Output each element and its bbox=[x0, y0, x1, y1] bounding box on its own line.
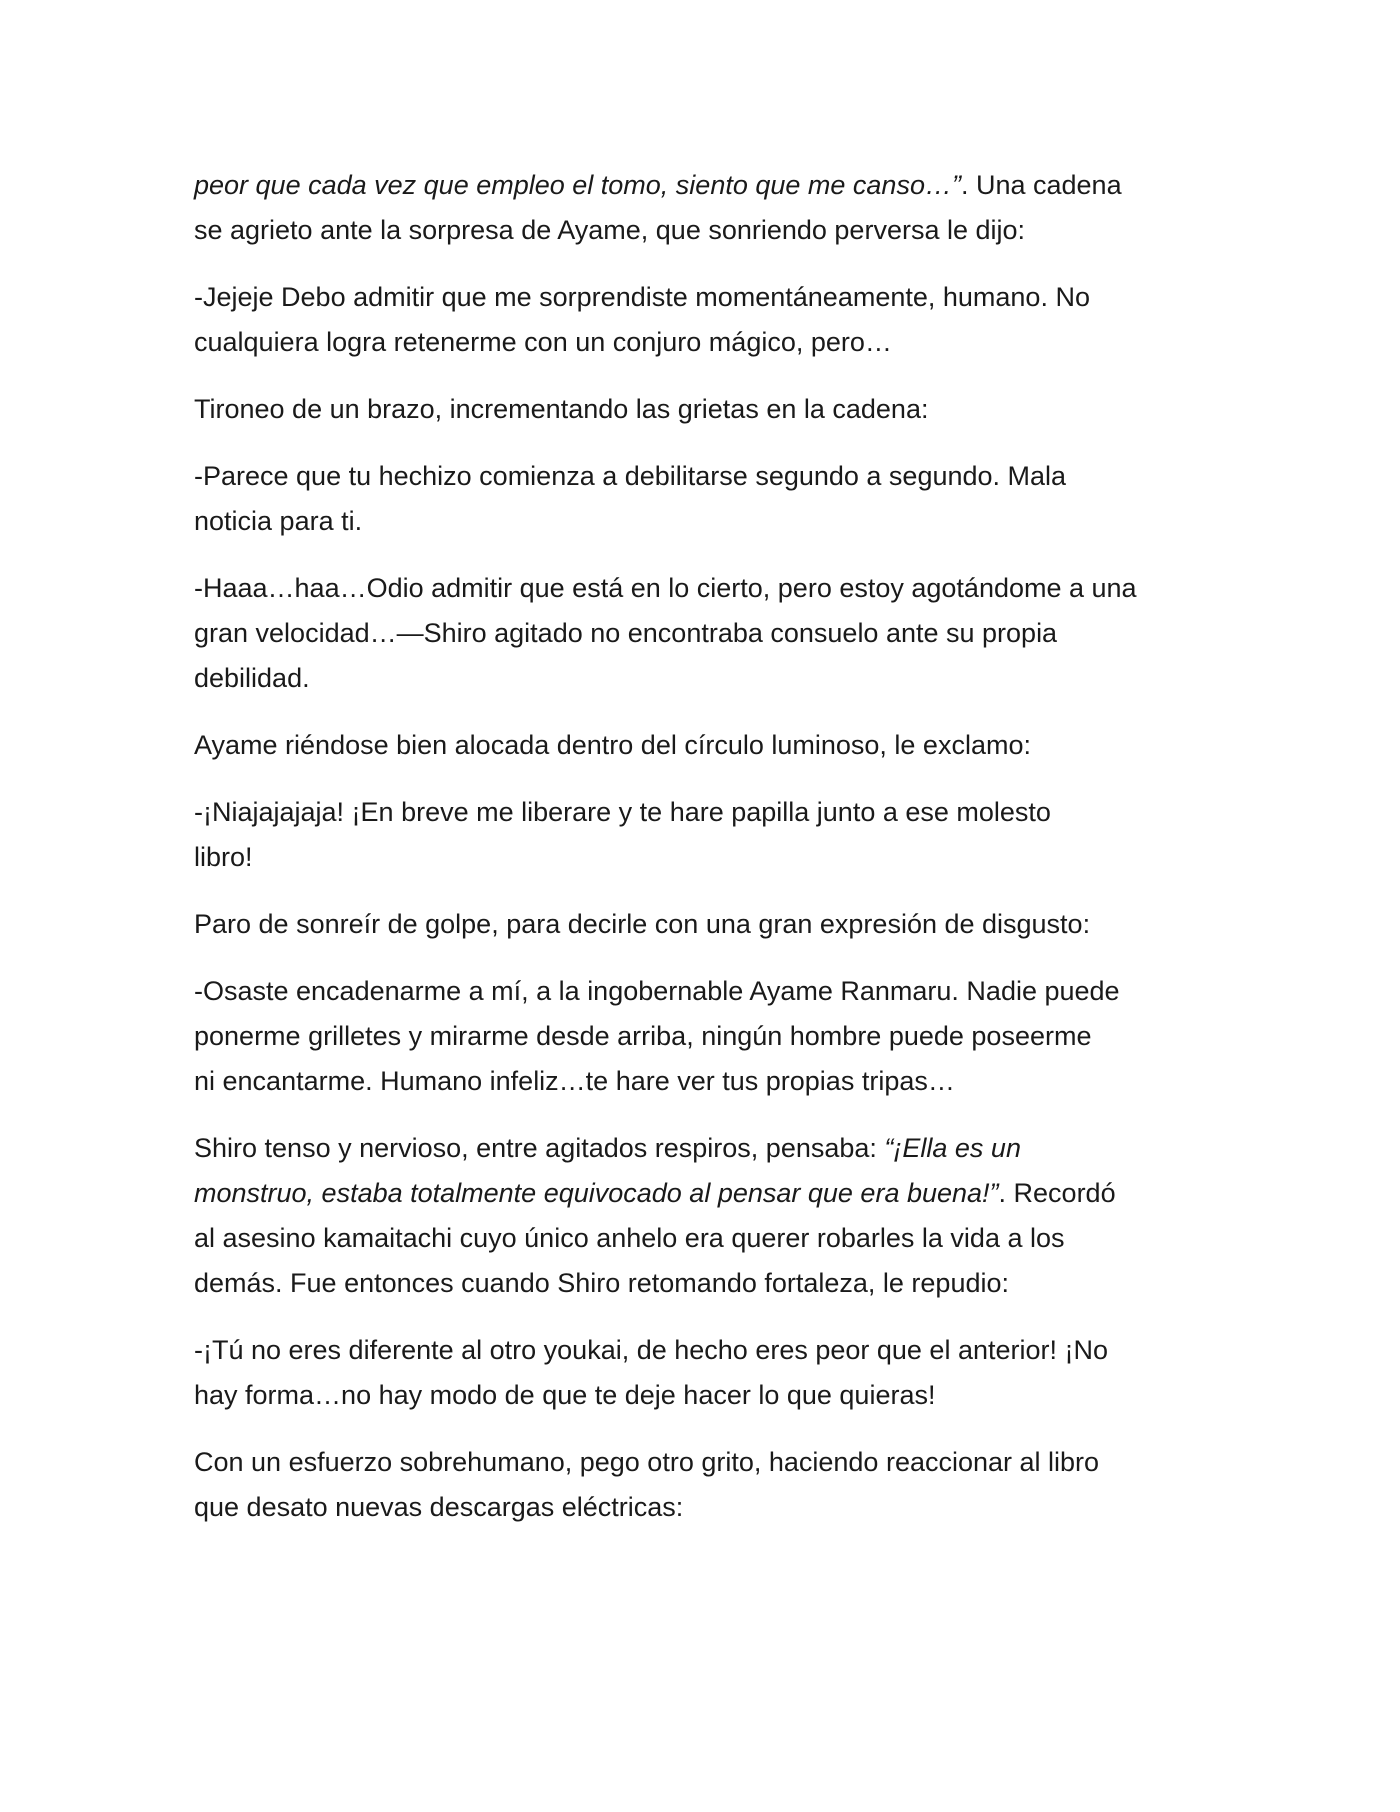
body-text: . Una cadena bbox=[960, 170, 1122, 200]
paragraph bbox=[194, 790, 1224, 880]
body-text: -Jejeje Debo admitir que me sorprendiste momentáneamente, humano. No bbox=[194, 282, 1090, 312]
paragraph bbox=[194, 723, 1224, 768]
body-text: al asesino kamaitachi cuyo único anhelo era querer robarles la vida a los bbox=[194, 1223, 1065, 1253]
text-line bbox=[194, 163, 1224, 208]
body-text: Shiro tenso y nervioso, entre agitados respiros, pensaba: bbox=[194, 1133, 885, 1163]
text-line bbox=[194, 454, 1224, 499]
body-text: se agrieto ante la sorpresa de Ayame, que sonriendo perversa le dijo: bbox=[194, 215, 1026, 245]
text-line bbox=[194, 611, 1224, 656]
paragraph bbox=[194, 969, 1224, 1104]
paragraph bbox=[194, 1440, 1224, 1530]
text-line bbox=[194, 275, 1224, 320]
italic-text: monstruo, estaba totalmente equivocado al pensar que era buena!” bbox=[194, 1178, 999, 1208]
paragraph bbox=[194, 275, 1224, 365]
text-line bbox=[194, 499, 1224, 544]
body-text: demás. Fue entonces cuando Shiro retomando fortaleza, le repudio: bbox=[194, 1268, 1009, 1298]
text-line bbox=[194, 1126, 1224, 1171]
body-text: ni encantarme. Humano infeliz…te hare ver tus propias tripas… bbox=[194, 1066, 955, 1096]
body-text: Ayame riéndose bien alocada dentro del círculo luminoso, le exclamo: bbox=[194, 730, 1031, 760]
text-line bbox=[194, 1328, 1224, 1373]
document-page bbox=[194, 163, 1224, 1552]
body-text: -Haaa…haa…Odio admitir que está en lo cierto, pero estoy agotándome a una bbox=[194, 573, 1137, 603]
text-line bbox=[194, 1216, 1224, 1261]
body-text: -¡Tú no eres diferente al otro youkai, de hecho eres peor que el anterior! ¡No bbox=[194, 1335, 1109, 1365]
text-line bbox=[194, 835, 1224, 880]
body-text: hay forma…no hay modo de que te deje hacer lo que quieras! bbox=[194, 1380, 936, 1410]
text-line bbox=[194, 208, 1224, 253]
text-line bbox=[194, 790, 1224, 835]
body-text: -Parece que tu hechizo comienza a debilitarse segundo a segundo. Mala bbox=[194, 461, 1067, 491]
body-text: Con un esfuerzo sobrehumano, pego otro grito, haciendo reaccionar al libro bbox=[194, 1447, 1100, 1477]
paragraph bbox=[194, 1126, 1224, 1306]
paragraph bbox=[194, 387, 1224, 432]
text-line bbox=[194, 1171, 1224, 1216]
body-text: -¡Niajajajaja! ¡En breve me liberare y te hare papilla junto a ese molesto bbox=[194, 797, 1051, 827]
text-line bbox=[194, 566, 1224, 611]
body-text: que desato nuevas descargas eléctricas: bbox=[194, 1492, 684, 1522]
body-text: -Osaste encadenarme a mí, a la ingobernable Ayame Ranmaru. Nadie puede bbox=[194, 976, 1120, 1006]
body-text: . Recordó bbox=[998, 1178, 1116, 1208]
text-line bbox=[194, 1261, 1224, 1306]
paragraph bbox=[194, 163, 1224, 253]
text-line bbox=[194, 320, 1224, 365]
body-text: gran velocidad…—Shiro agitado no encontraba consuelo ante su propia bbox=[194, 618, 1058, 648]
paragraph bbox=[194, 566, 1224, 701]
body-text: libro! bbox=[194, 842, 253, 872]
italic-text: peor que cada vez que empleo el tomo, siento que me canso…” bbox=[194, 170, 961, 200]
body-text: debilidad. bbox=[194, 663, 310, 693]
text-line bbox=[194, 1373, 1224, 1418]
text-line bbox=[194, 1059, 1224, 1104]
text-line bbox=[194, 969, 1224, 1014]
text-line bbox=[194, 1440, 1224, 1485]
body-text: noticia para ti. bbox=[194, 506, 363, 536]
body-text: ponerme grilletes y mirarme desde arriba, ningún hombre puede poseerme bbox=[194, 1021, 1092, 1051]
text-line bbox=[194, 387, 1224, 432]
paragraph bbox=[194, 902, 1224, 947]
text-line bbox=[194, 723, 1224, 768]
body-text: Paro de sonreír de golpe, para decirle con una gran expresión de disgusto: bbox=[194, 909, 1091, 939]
text-line bbox=[194, 1485, 1224, 1530]
text-line bbox=[194, 1014, 1224, 1059]
paragraph bbox=[194, 1328, 1224, 1418]
paragraph bbox=[194, 454, 1224, 544]
text-line bbox=[194, 656, 1224, 701]
body-text: Tironeo de un brazo, incrementando las grietas en la cadena: bbox=[194, 394, 929, 424]
text-line bbox=[194, 902, 1224, 947]
italic-text: “¡Ella es un bbox=[884, 1133, 1021, 1163]
body-text: cualquiera logra retenerme con un conjuro mágico, pero… bbox=[194, 327, 892, 357]
